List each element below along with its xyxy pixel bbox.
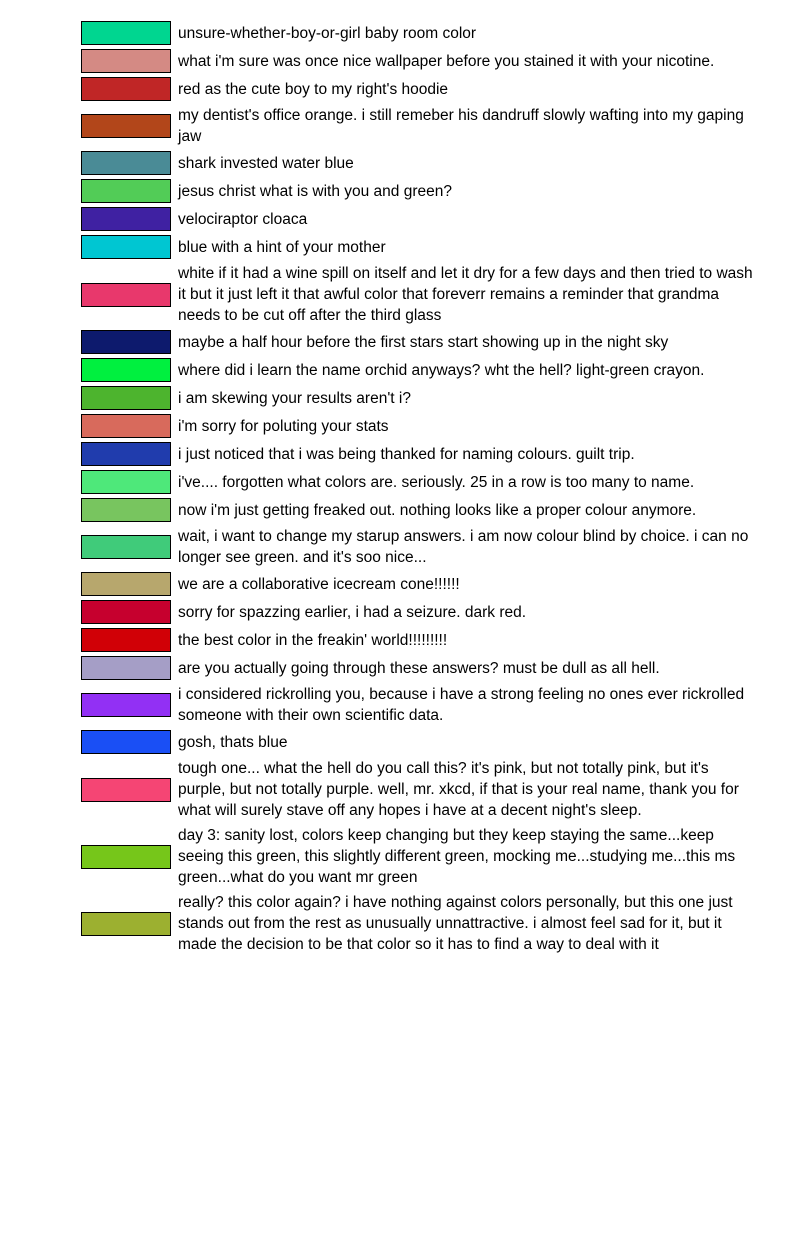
- color-name-label: now i'm just getting freaked out. nothing looks like a proper colour anymore.: [178, 501, 697, 519]
- color-swatch: [81, 114, 171, 138]
- color-name-label: maybe a half hour before the first stars start showing up in the night sky: [178, 333, 669, 351]
- color-row: [81, 235, 761, 259]
- color-name-label: gosh, thats blue: [178, 733, 288, 751]
- color-swatch: [81, 470, 171, 494]
- color-row: [81, 49, 761, 73]
- color-row: [81, 684, 761, 726]
- color-row: [81, 21, 761, 45]
- color-swatch: [81, 628, 171, 652]
- color-name-label: my dentist's office orange. i still remeber his dandruff slowly wafting into my gaping jaw: [178, 107, 744, 145]
- color-name-label: sorry for spazzing earlier, i had a seizure. dark red.: [178, 603, 527, 621]
- color-row: [81, 77, 761, 101]
- color-name-label: shark invested water blue: [178, 154, 354, 172]
- color-swatch: [81, 77, 171, 101]
- color-name-label: i am skewing your results aren't i?: [178, 389, 411, 407]
- color-swatch: [81, 572, 171, 596]
- color-row: [81, 414, 761, 438]
- color-name-label: tough one... what the hell do you call this? it's pink, but not totally pink, but it's purple, but not totally purple. well, mr. xkcd, if that is your real name, thank you for what will surely stave off any hopes i have at a decent night's sleep.: [178, 760, 739, 819]
- color-swatch: [81, 235, 171, 259]
- color-row: [81, 600, 761, 624]
- color-name-label: velociraptor cloaca: [178, 210, 308, 228]
- color-swatch: [81, 845, 171, 869]
- color-row: [81, 656, 761, 680]
- color-name-label: i just noticed that i was being thanked for naming colours. guilt trip.: [178, 445, 635, 463]
- color-swatch: [81, 358, 171, 382]
- color-row: [81, 758, 761, 821]
- color-name-label: i've.... forgotten what colors are. seriously. 25 in a row is too many to name.: [178, 473, 695, 491]
- color-name-label: are you actually going through these answers? must be dull as all hell.: [178, 659, 660, 677]
- color-name-label: i'm sorry for poluting your stats: [178, 417, 389, 435]
- color-row: [81, 825, 761, 888]
- color-swatch: [81, 912, 171, 936]
- color-name-label: day 3: sanity lost, colors keep changing but they keep staying the same...keep seeing this green, this slightly different green, mocking me...studying me...this ms green...what do you want mr green: [178, 827, 736, 886]
- color-name-label: we are a collaborative icecream cone!!!!!!: [178, 575, 460, 593]
- color-swatch: [81, 414, 171, 438]
- color-name-label: red as the cute boy to my right's hoodie: [178, 80, 449, 98]
- color-swatch: [81, 207, 171, 231]
- color-name-label: wait, i want to change my starup answers. i am now colour blind by choice. i can no longer see green. and it's soo nice...: [178, 528, 749, 566]
- color-row: [81, 151, 761, 175]
- color-name-label: where did i learn the name orchid anyways? wht the hell? light-green crayon.: [178, 361, 705, 379]
- color-row: [81, 105, 761, 147]
- color-swatch: [81, 49, 171, 73]
- color-name-label: unsure-whether-boy-or-girl baby room color: [178, 24, 477, 42]
- color-swatch: [81, 386, 171, 410]
- color-swatch: [81, 151, 171, 175]
- color-swatch: [81, 442, 171, 466]
- color-swatch: [81, 778, 171, 802]
- color-swatch: [81, 179, 171, 203]
- color-swatch: [81, 535, 171, 559]
- color-row: [81, 386, 761, 410]
- color-row: [81, 207, 761, 231]
- color-row: [81, 892, 761, 955]
- color-row: [81, 442, 761, 466]
- color-swatch: [81, 600, 171, 624]
- color-name-label: really? this color again? i have nothing against colors personally, but this one just stands out from the rest as unusually unnattractive. i almost feel sad for it, but it made the decision to be that color so it has to find a way to deal with it: [178, 894, 733, 953]
- color-swatch: [81, 283, 171, 307]
- color-name-label: i considered rickrolling you, because i have a strong feeling no ones ever rickrolled someone with their own scientific data.: [178, 686, 745, 724]
- color-swatch: [81, 693, 171, 717]
- color-row: [81, 628, 761, 652]
- color-row: [81, 263, 761, 326]
- color-name-label: what i'm sure was once nice wallpaper before you stained it with your nicotine.: [178, 52, 715, 70]
- color-swatch: [81, 656, 171, 680]
- color-name-label: white if it had a wine spill on itself and let it dry for a few days and then tried to wash it but it just left it that awful color that foreverr remains a reminder that grandma needs to be cut off after the third glass: [178, 265, 753, 324]
- color-row: [81, 470, 761, 494]
- color-name-label: the best color in the freakin' world!!!!!!!!!: [178, 631, 448, 649]
- color-name-label: blue with a hint of your mother: [178, 238, 386, 256]
- color-row: [81, 572, 761, 596]
- color-swatch: [81, 330, 171, 354]
- color-row: [81, 358, 761, 382]
- color-name-label: jesus christ what is with you and green?: [178, 182, 452, 200]
- color-row: [81, 526, 761, 568]
- color-swatch: [81, 730, 171, 754]
- color-swatch: [81, 21, 171, 45]
- color-row: [81, 498, 761, 522]
- color-row: [81, 179, 761, 203]
- color-list: [81, 21, 761, 959]
- color-row: [81, 330, 761, 354]
- color-row: [81, 730, 761, 754]
- color-swatch: [81, 498, 171, 522]
